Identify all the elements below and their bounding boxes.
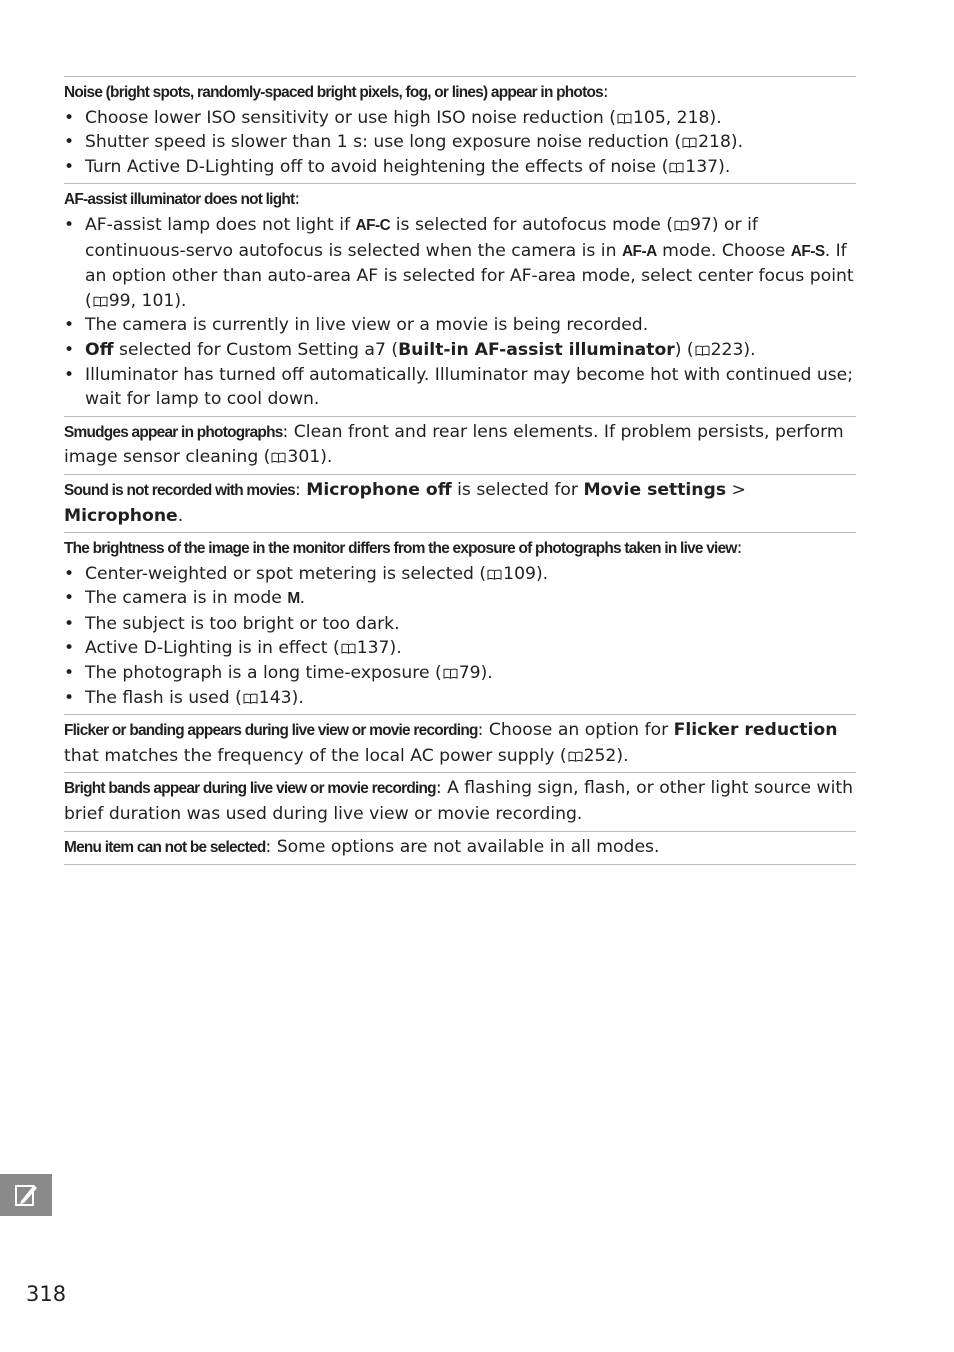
entry-heading: Noise (bright spots, randomly-spaced bright pixels, fog, or lines) appear in photos <box>64 84 603 101</box>
pencil-note-icon <box>12 1181 40 1209</box>
list-item: • Active D-Lighting is in effect ( 137). <box>64 638 402 659</box>
page-reference[interactable]: 105, 218 <box>632 107 710 128</box>
entry-brightness: The brightness of the image in the monitor differs from the exposure of photographs taken in live view: • Center-weighted or spot metering is selected ( 109). • The camera is in mode M. • The subject is too bright or too dark. • Active D-Lighting is in effect ( 137). • The photograph is a long time-exposure ( 79). • The flash is used ( 143). <box>64 532 856 714</box>
list-item: • The subject is too bright or too dark. <box>64 613 400 634</box>
page-reference[interactable]: 301 <box>287 447 321 468</box>
page-reference-icon <box>243 693 258 704</box>
section-tab <box>0 1174 52 1216</box>
entry-heading: Bright bands appear during live view or movie recording <box>64 780 436 798</box>
troubleshooting-list <box>64 76 856 865</box>
entry-heading: Smudges appear in photographs <box>64 423 283 441</box>
menu-setting-name: Built-in AF-assist illuminator <box>398 339 675 360</box>
list-item: • AF-assist lamp does not light if AF-C is selected for autofocus mode ( 97) or if continuous-servo autofocus is selected when the camera is in AF-A mode. Choose AF-S. If an option other than auto-area AF is selected for AF-area mode, select center focus point ( 99, 101). <box>64 214 854 311</box>
entry-noise: Noise (bright spots, randomly-spaced bright pixels, fog, or lines) appear in photos: • Choose lower ISO sensitivity or use high ISO noise reduction ( 105, 218). • Shutter speed is slower than 1 s: use long exposure noise reduction ( 218). • Turn Active D-Lighting off to avoid heightening the effects of noise ( 137). <box>64 76 856 183</box>
entry-heading: Menu item can not be selected <box>64 838 266 856</box>
page-reference-icon <box>568 751 583 762</box>
mode-label: AF-S <box>790 242 825 260</box>
menu-setting-name: Microphone <box>64 505 178 526</box>
page-reference-icon <box>695 345 710 356</box>
setting-value: Off <box>85 339 114 360</box>
list-item: • The photograph is a long time-exposure ( 79). <box>64 663 493 684</box>
entry-heading: Sound is not recorded with movies <box>64 481 295 499</box>
bullet-list <box>64 562 856 711</box>
list-item: • The camera is currently in live view or a movie is being recorded. <box>64 315 649 336</box>
page-reference-icon <box>669 162 684 173</box>
page-reference[interactable]: 137 <box>356 638 390 659</box>
entry-menu-item: Menu item can not be selected: Some options are not available in all modes. <box>64 831 856 866</box>
page-reference[interactable]: 99, 101 <box>108 290 175 311</box>
menu-name: Movie settings <box>583 479 727 500</box>
entry-heading: AF-assist illuminator does not light <box>64 191 295 209</box>
page-reference[interactable]: 79 <box>458 663 481 684</box>
page-reference[interactable]: 137 <box>685 156 719 177</box>
page-reference-icon <box>674 220 689 231</box>
page-reference-icon <box>682 137 697 148</box>
mode-label: AF-A <box>621 242 657 260</box>
list-item: • Illuminator has turned off automatically. Illuminator may become hot with continued use; wait for lamp to cool down. <box>64 364 854 410</box>
list-item: • The flash is used ( 143). <box>64 687 304 708</box>
page-number: 318 <box>26 1282 67 1306</box>
entry-af-assist: AF-assist illuminator does not light: • AF-assist lamp does not light if AF-C is selected for autofocus mode ( 97) or if continuous-servo autofocus is selected when the camera is in AF-A mode. Choose AF-S. If an option other than auto-area AF is selected for AF-area mode, select center focus point ( 99, 101). • The camera is currently in live view or a movie is being recorded. • Off selected for Custom Setting a7 (Built-in AF-assist illuminator) ( 223). • Illuminator has turned off automatically. Illuminator may become hot with continued use; wait for lamp to cool down. <box>64 183 856 415</box>
page-reference-icon <box>617 113 632 124</box>
list-item: • Turn Active D-Lighting off to avoid heightening the effects of noise ( 137). <box>64 156 731 177</box>
page-reference-icon <box>271 452 286 463</box>
page-reference-icon <box>487 569 502 580</box>
page-reference[interactable]: 97 <box>689 214 712 235</box>
entry-heading: The brightness of the image in the monitor differs from the exposure of photographs taken in live view <box>64 540 737 558</box>
setting-value: Microphone off <box>306 479 452 500</box>
entry-flicker: Flicker or banding appears during live view or movie recording: Choose an option for Flicker reduction that matches the frequency of the local AC power supply ( 252). <box>64 714 856 772</box>
bullet-list <box>64 213 856 412</box>
page-reference[interactable]: 143 <box>258 687 292 708</box>
menu-setting-name: Flicker reduction <box>673 720 838 741</box>
mode-label: AF-C <box>355 216 391 234</box>
list-item: • Off selected for Custom Setting a7 (Built-in AF-assist illuminator) ( 223). <box>64 339 756 360</box>
list-item: • The camera is in mode M. <box>64 588 306 609</box>
list-item: • Center-weighted or spot metering is selected ( 109). <box>64 563 549 584</box>
list-item: • Shutter speed is slower than 1 s: use long exposure noise reduction ( 218). <box>64 132 744 153</box>
mode-label: M <box>287 590 300 608</box>
page-reference[interactable]: 218 <box>698 132 731 153</box>
page-reference[interactable]: 109 <box>503 563 536 584</box>
entry-smudges: Smudges appear in photographs: Clean front and rear lens elements. If problem persists, perform image sensor cleaning ( 301). <box>64 416 856 474</box>
list-item: • Choose lower ISO sensitivity or use high ISO noise reduction ( 105, 218). <box>64 107 722 128</box>
entry-heading: Flicker or banding appears during live view or movie recording <box>64 722 478 740</box>
page-reference[interactable]: 252 <box>583 745 617 766</box>
page-reference-icon <box>341 643 356 654</box>
page-reference[interactable]: 223 <box>710 339 744 360</box>
page-reference-icon <box>443 668 458 679</box>
entry-sound: Sound is not recorded with movies: Microphone off is selected for Movie settings > Microphone. <box>64 474 856 532</box>
entry-bright-bands: Bright bands appear during live view or movie recording: A flashing sign, flash, or other light source with brief duration was used during live view or movie recording. <box>64 772 856 830</box>
bullet-list <box>64 106 856 180</box>
page-reference-icon <box>93 296 108 307</box>
